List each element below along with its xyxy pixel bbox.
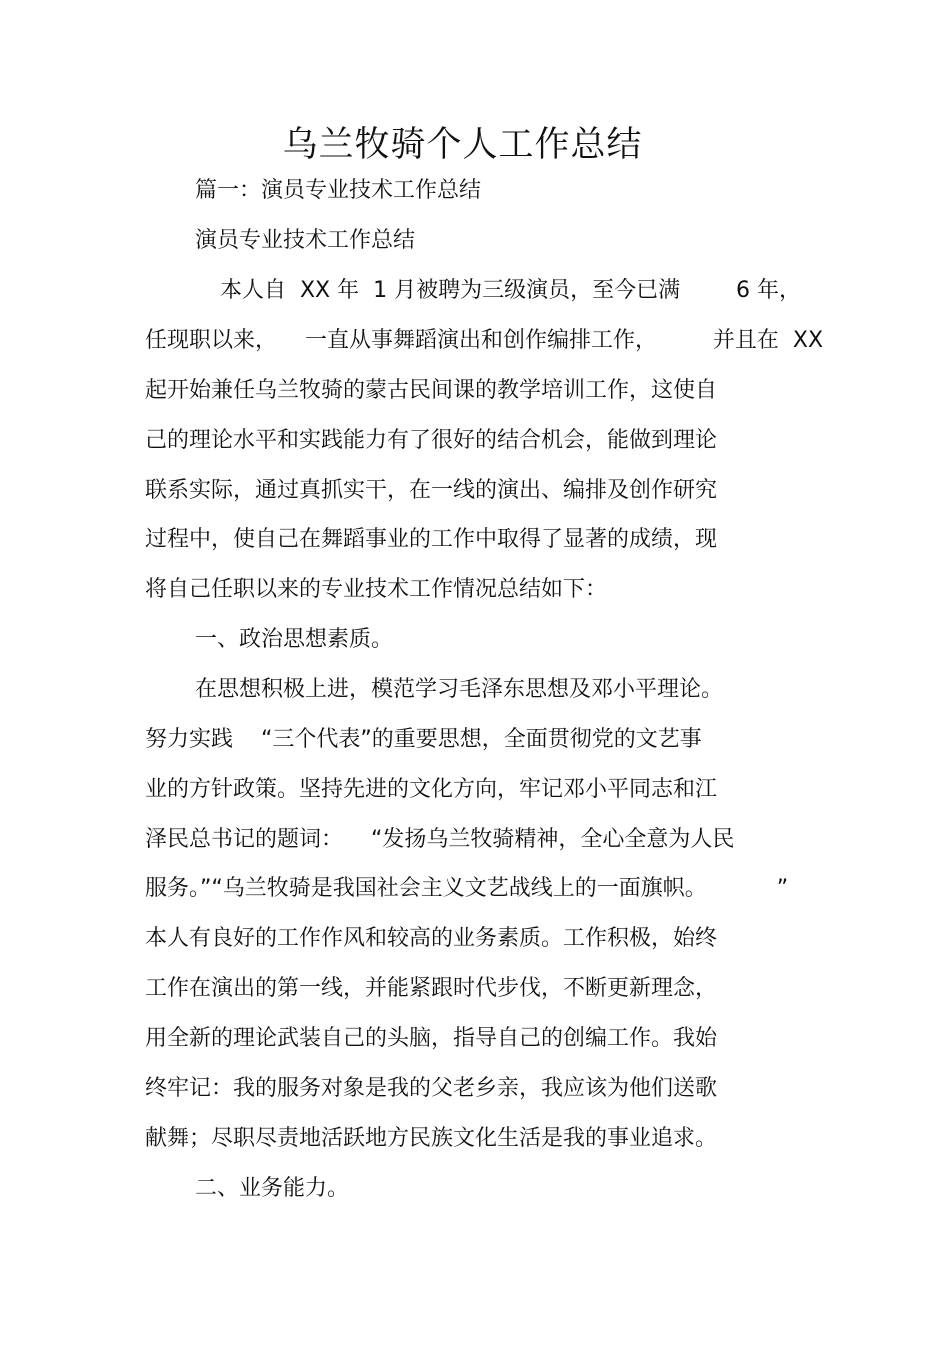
paragraph-line: 终牢记：我的服务对象是我的父老乡亲，我应该为他们送歌: [145, 1076, 718, 1101]
paragraph-line: 服务。”“乌兰牧骑是我国社会主义文艺战线上的一面旗帜。 ”: [145, 876, 789, 901]
section-heading: 篇一：演员专业技术工作总结: [195, 178, 482, 203]
paragraph-line: 己的理论水平和实践能力有了很好的结合机会，能做到理论: [145, 428, 718, 453]
paragraph-line: 本人自 XX 年 1 月被聘为三级演员，至今已满 6 年，: [220, 278, 802, 303]
paragraph-line: 将自己任职以来的专业技术工作情况总结如下：: [145, 577, 608, 602]
paragraph-line: 任现职以来， 一直从事舞蹈演出和创作编排工作， 并且在 XX: [145, 328, 824, 353]
subtitle-line: 演员专业技术工作总结: [195, 228, 416, 253]
paragraph-line: 泽民总书记的题词： “发扬乌兰牧骑精神，全心全意为人民: [145, 827, 735, 852]
paragraph-line: 用全新的理论武装自己的头脑，指导自己的创编工作。我始: [145, 1026, 718, 1051]
section-heading: 一、政治思想素质。: [195, 627, 394, 652]
paragraph-line: 起开始兼任乌兰牧骑的蒙古民间课的教学培训工作，这使自: [145, 378, 718, 403]
paragraph-line: 工作在演出的第一线，并能紧跟时代步伐，不断更新理念，: [145, 976, 718, 1001]
paragraph-line: 努力实践 “三个代表”的重要思想，全面贯彻党的文艺事: [145, 727, 702, 752]
paragraph-line: 本人有良好的工作作风和较高的业务素质。工作积极，始终: [145, 926, 718, 951]
paragraph-line: 业的方针政策。坚持先进的文化方向，牢记邓小平同志和江: [145, 777, 718, 802]
section-heading: 二、业务能力。: [195, 1176, 350, 1201]
paragraph-line: 在思想积极上进，模范学习毛泽东思想及邓小平理论。: [195, 677, 724, 702]
document-title: 乌兰牧骑个人工作总结: [282, 125, 643, 165]
paragraph-line: 献舞；尽职尽责地活跃地方民族文化生活是我的事业追求。: [145, 1126, 718, 1151]
paragraph-line: 过程中，使自己在舞蹈事业的工作中取得了显著的成绩，现: [145, 527, 718, 552]
paragraph-line: 联系实际，通过真抓实干，在一线的演出、编排及创作研究: [145, 478, 718, 503]
